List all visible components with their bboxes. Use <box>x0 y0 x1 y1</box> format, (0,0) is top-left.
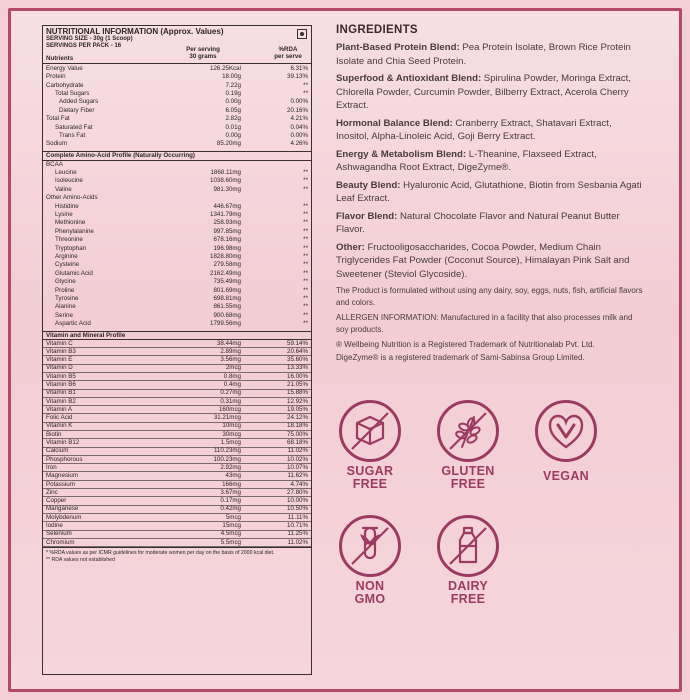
nutrient-rda: 11.11% <box>287 513 308 521</box>
nutrient-name: Vitamin B2 <box>46 397 76 405</box>
nutrient-name: Dietary Fiber <box>59 106 95 114</box>
nutrient-name: Vitamin B3 <box>46 347 76 355</box>
table-row <box>43 414 311 422</box>
nutrition-title: NUTRITIONAL INFORMATION (Approx. Values) <box>46 27 224 36</box>
nutrient-value: 126.25Kcal <box>210 64 241 72</box>
blend-label: Energy & Metabolism Blend: <box>336 148 467 160</box>
nutrient-rda: 20.64% <box>287 347 308 355</box>
serving-size: SERVING SIZE - 30g (1 Scoop) <box>46 36 133 43</box>
nutrient-rda: 16.00% <box>287 372 308 380</box>
nutrient-name: Phosphorous <box>46 455 83 463</box>
nutrient-rda: ** <box>303 303 308 311</box>
nutrient-rda: ** <box>303 185 308 193</box>
nutrient-value: 160mcg <box>218 405 241 413</box>
nutrient-value: 1828.80mg <box>210 253 241 260</box>
table-row <box>43 245 311 253</box>
nutrient-rda: 75.00% <box>287 430 308 438</box>
nutrient-value: 1868.11mg <box>210 169 241 177</box>
nutrient-value: 0.8mg <box>223 372 241 380</box>
nutrient-rda: 4.21% <box>290 115 308 123</box>
table-row <box>43 270 311 278</box>
table-row <box>43 65 311 73</box>
nutrient-value: 10mcg <box>222 422 241 430</box>
nutrient-value: 196.98mg <box>213 244 241 252</box>
vitamin-mineral-list <box>43 340 311 548</box>
nutrient-name: Proline <box>55 286 75 294</box>
nutrient-name: Histidine <box>55 202 79 210</box>
nutrient-value: 0.31mg <box>220 397 241 405</box>
nutrient-name: Glycine <box>55 278 76 286</box>
nutrient-value: 997.85mg <box>213 227 241 235</box>
table-row <box>43 211 311 219</box>
table-row <box>43 448 311 456</box>
table-row <box>43 253 311 261</box>
table-row <box>43 73 311 81</box>
nutrient-name: Calcium <box>46 447 69 455</box>
nutrient-name: Vitamin E <box>46 356 73 364</box>
table-row <box>43 456 311 464</box>
nutrient-value: 2.82g <box>225 115 241 123</box>
nutrient-value: 1341.79mg <box>210 211 241 219</box>
table-row <box>43 107 311 115</box>
gluten-free-badge <box>428 400 508 491</box>
nutrient-value: 1799.56mg <box>210 320 241 328</box>
table-row <box>43 381 311 389</box>
nutrient-rda: ** <box>303 169 308 177</box>
nutrient-rda: ** <box>303 236 308 244</box>
nutrient-name: Aspartic Acid <box>55 320 91 328</box>
nutrient-value: 1038.60mg <box>210 177 241 185</box>
non-gmo-badge <box>330 515 410 606</box>
nutrient-value: 38.44mg <box>216 339 241 347</box>
footnotes <box>43 548 311 565</box>
servings-per-pack: SERVINGS PER PACK - 16 <box>46 42 122 49</box>
nutrient-name: Vitamin B1 <box>46 389 76 397</box>
nutrient-value: 981.30mg <box>213 185 241 193</box>
nutrient-value: 2mcg <box>225 364 241 372</box>
nutrient-name: Vitamin B5 <box>46 372 76 380</box>
nutrient-rda: 24.12% <box>287 414 308 422</box>
table-row <box>43 431 311 439</box>
nutrient-rda: 10.71% <box>287 522 308 530</box>
amino-section-title: Complete Amino-Acid Profile (Naturally Occurring) <box>43 152 311 161</box>
nutrient-value: 735.49mg <box>213 278 241 286</box>
blend-paragraph <box>336 179 646 206</box>
dairy-free-line2: FREE <box>450 592 486 606</box>
nutrient-name: Methionine <box>55 219 86 227</box>
nutrient-value: 0.4mg <box>223 381 241 388</box>
nutrient-name: Folic Acid <box>46 414 73 422</box>
table-row <box>43 278 311 286</box>
trademark-wellbeing: ® Wellbeing Nutrition is a Registered Trademark of Nutritionalab Pvt. Ltd. <box>336 340 595 349</box>
table-row <box>43 186 311 194</box>
milk-bottle-icon <box>437 515 499 577</box>
table-row <box>43 464 311 472</box>
nutrient-name: Selenium <box>46 530 72 538</box>
table-row <box>43 531 311 539</box>
nutrient-rda: 0.00% <box>290 131 308 139</box>
nutrient-value: 0.17mg <box>220 497 241 505</box>
table-row <box>43 236 311 244</box>
nutrient-rda: 59.14% <box>287 339 308 347</box>
nutrient-name: Tyrosine <box>55 294 79 302</box>
nutrient-value: 698.81mg <box>213 294 241 302</box>
table-row <box>43 472 311 480</box>
col-per-serving <box>163 47 243 61</box>
nutrition-header <box>43 26 311 64</box>
ingredients-heading: INGREDIENTS <box>336 24 418 36</box>
nutrient-value: 100.23mg <box>213 455 241 463</box>
nutrient-rda: ** <box>303 294 308 302</box>
nutrient-rda: ** <box>303 286 308 294</box>
other-amino-list <box>43 203 311 331</box>
bcaa-list <box>43 169 311 194</box>
col-rda <box>263 47 313 61</box>
non-gmo-line2: GMO <box>354 592 386 606</box>
table-row <box>43 522 311 530</box>
wheat-icon <box>437 400 499 462</box>
non-gmo-label <box>330 580 410 606</box>
sugar-free-badge <box>330 400 410 491</box>
table-row <box>43 169 311 177</box>
col-rda-per-serve: per serve <box>274 52 302 60</box>
other-amino-label-row <box>43 194 311 202</box>
table-row <box>43 406 311 414</box>
blend-label: Plant-Based Protein Blend: <box>336 42 460 53</box>
blend-text: Natural Chocolate Flavor and Natural Peanut Butter Flavor. <box>336 210 620 235</box>
nutrient-rda: 0.04% <box>290 123 308 131</box>
blend-text: Spirulina Powder, Moringa Extract, Chlorella Powder, Curcumin Powder, Bilberry Extract, Acerola Cherry Extract. <box>336 73 631 111</box>
table-row <box>43 514 311 522</box>
nutrient-value: 7.22g <box>225 81 241 89</box>
table-row <box>43 489 311 497</box>
blend-label: Superfood & Antioxidant Blend: <box>336 73 482 84</box>
nutrient-value: 2.92mg <box>220 463 241 471</box>
nutrient-rda: 11.25% <box>287 530 308 538</box>
nutrient-rda: 10.07% <box>287 463 308 471</box>
nutrient-value: 166mg <box>222 480 241 488</box>
nutrient-name: Iodine <box>46 522 63 530</box>
table-row <box>43 539 311 547</box>
veg-mark-icon <box>297 29 307 39</box>
nutrient-value: 0.19g <box>225 89 241 97</box>
blend-paragraph <box>336 241 646 282</box>
table-row <box>43 220 311 228</box>
nutrient-name: Magnesium <box>46 472 78 480</box>
nutrient-name: Chromium <box>46 538 75 546</box>
nutrient-rda: ** <box>303 253 308 260</box>
nutrient-rda: 35.60% <box>287 356 308 364</box>
sugar-free-label <box>330 465 410 491</box>
nutrient-value: 801.69mg <box>213 286 241 294</box>
nutrient-value: 0.00g <box>225 98 241 106</box>
nutrient-name: Lysine <box>55 211 73 219</box>
nutrient-rda: 4.74% <box>290 480 308 488</box>
other-amino-label: Other Amino-Acids <box>46 194 98 202</box>
nutrient-value: 0.27mg <box>220 389 241 397</box>
nutrient-rda: 21.05% <box>287 381 308 388</box>
nutrient-name: Zinc <box>46 488 58 496</box>
nutrient-name: Total Fat <box>46 115 70 123</box>
nutrient-value: 0.00g <box>225 131 241 139</box>
table-row <box>43 82 311 90</box>
nutrient-name: Biotin <box>46 430 62 438</box>
test-tube-icon <box>339 515 401 577</box>
nutrient-value: 110.23mg <box>213 447 241 455</box>
nutrient-value: 3.67mg <box>220 488 241 496</box>
table-row <box>43 262 311 270</box>
nutrient-name: Tryptophan <box>55 244 87 252</box>
blend-paragraph <box>336 210 646 237</box>
dairy-free-label <box>428 580 508 606</box>
nutrient-name: Threonine <box>55 236 83 244</box>
table-row <box>43 365 311 373</box>
nutrient-value: 1.5mcg <box>220 439 241 447</box>
footnote-not-established: ** RDA values not established <box>46 556 115 563</box>
nutrient-name: Phenylalanine <box>55 227 94 235</box>
nutrient-rda: ** <box>303 269 308 277</box>
table-row <box>43 115 311 123</box>
nutrient-rda: ** <box>303 278 308 286</box>
nutrient-rda: 13.33% <box>287 364 308 372</box>
table-row <box>43 203 311 211</box>
blend-text: Cranberry Extract, Shatavari Extract, Inositol, Alpha-Linoleic Acid, Goji Berry Extract. <box>336 117 612 142</box>
table-row <box>43 398 311 406</box>
nutrient-value: 279.58mg <box>213 261 241 269</box>
nutrient-rda: 0.00% <box>290 98 308 106</box>
table-row <box>43 497 311 505</box>
nutrient-value: 4.5mcg <box>220 530 241 538</box>
nutrient-rda: 20.16% <box>287 106 308 114</box>
nutrient-value: 3.56mg <box>220 356 241 364</box>
table-row <box>43 340 311 348</box>
trademark-digezyme: DigeZyme® is a registered trademark of Sami-Sabinsa Group Limited. <box>336 352 585 362</box>
nutrient-rda: ** <box>303 320 308 328</box>
vm-section-title: Vitamin and Mineral Profile <box>43 331 311 340</box>
col-rda-label: %RDA <box>278 46 298 53</box>
nutrient-value: 5mcg <box>225 513 241 521</box>
nutrient-name: Copper <box>46 497 67 505</box>
table-row <box>43 481 311 489</box>
sugar-cube-icon <box>339 400 401 462</box>
nutrient-rda: 18.18% <box>287 422 308 430</box>
nutrient-value: 43mg <box>225 472 241 480</box>
nutrient-name: Vitamin B12 <box>46 439 80 447</box>
table-row <box>43 348 311 356</box>
nutrient-rda: ** <box>303 89 308 97</box>
nutrient-rda: ** <box>303 311 308 319</box>
nutrient-value: 900.68mg <box>213 311 241 319</box>
nutrient-name: Potassium <box>46 480 75 488</box>
table-row <box>43 178 311 186</box>
nutrient-value: 2162.49mg <box>210 269 241 277</box>
vegan-label: VEGAN <box>543 469 589 483</box>
nutrient-name: Vitamin B6 <box>46 381 76 388</box>
nutrient-name: Vitamin A <box>46 405 73 413</box>
nutrient-name: Energy Value <box>46 64 83 72</box>
nutrient-rda: 27.80% <box>287 488 308 496</box>
nutrient-value: 15mcg <box>222 522 241 530</box>
nutrient-rda: 10.50% <box>287 505 308 513</box>
nutrient-name: Sodium <box>46 140 67 148</box>
nutrient-name: Total Sugars <box>55 89 90 97</box>
nutrient-value: 861.55mg <box>213 303 241 311</box>
blend-label: Hormonal Balance Blend: <box>336 117 453 129</box>
nutrient-name: Added Sugars <box>59 98 99 106</box>
nutrient-value: 85.20mg <box>216 140 241 148</box>
table-row <box>43 141 311 149</box>
nutrition-table <box>42 25 312 675</box>
sugar-free-line1: SUGAR <box>346 464 394 478</box>
sugar-free-line2: FREE <box>352 477 388 491</box>
blend-text: L-Theanine, Flaxseed Extract, Ashwagandha Root Extract, DigeZyme®. <box>336 148 597 173</box>
table-row <box>43 124 311 132</box>
nutrient-rda: 15.88% <box>287 389 308 397</box>
non-gmo-line1: NON <box>355 579 385 593</box>
gluten-free-line2: FREE <box>450 477 486 491</box>
table-row <box>43 423 311 431</box>
bcaa-label-row <box>43 161 311 169</box>
table-row <box>43 373 311 381</box>
table-row <box>43 287 311 295</box>
nutrient-value: 31.21mcg <box>213 414 241 422</box>
nutrient-rda: 10.02% <box>287 455 308 463</box>
nutrient-name: Cysteine <box>55 261 80 269</box>
bcaa-label: BCAA <box>46 160 63 168</box>
formulation-note: The Product is formulated without using any dairy, soy, eggs, nuts, fish, artificial flavors and colors. <box>336 286 643 307</box>
nutrient-value: 258.93mg <box>213 219 241 227</box>
nutrient-rda: ** <box>303 177 308 185</box>
blend-label: Other: <box>336 241 365 253</box>
nutrient-rda: ** <box>303 227 308 235</box>
col-per-serving-grams: 30 grams <box>189 52 217 60</box>
nutrient-name: Manganese <box>46 505 79 513</box>
blend-paragraph <box>336 72 646 113</box>
nutrient-rda: 39.13% <box>287 73 308 81</box>
nutrient-rda: 19.05% <box>287 405 308 413</box>
heart-v-icon <box>535 400 597 462</box>
blend-list <box>336 41 646 281</box>
table-row <box>43 295 311 303</box>
table-row <box>43 356 311 364</box>
nutrient-name: Leucine <box>55 169 77 177</box>
table-row <box>43 132 311 140</box>
blend-paragraph <box>336 148 646 175</box>
nutrient-name: Alanine <box>55 303 76 311</box>
nutrient-rda: 10.00% <box>287 497 308 505</box>
nutrient-rda: 11.62% <box>287 472 308 480</box>
nutrient-value: 18.00g <box>222 73 241 81</box>
blend-label: Flavor Blend: <box>336 210 398 222</box>
table-row <box>43 99 311 107</box>
nutrient-name: Vitamin D <box>46 364 73 372</box>
table-row <box>43 90 311 98</box>
table-row <box>43 390 311 398</box>
nutrient-rda: ** <box>303 219 308 227</box>
nutrient-name: Glutamic Acid <box>55 269 93 277</box>
nutrient-rda: 11.02% <box>287 538 308 546</box>
nutrient-rda: ** <box>303 261 308 269</box>
table-row <box>43 228 311 236</box>
gluten-free-label <box>428 465 508 491</box>
nutrient-name: Protein <box>46 73 66 81</box>
nutrient-value: 0.42mg <box>220 505 241 513</box>
nutrient-rda: 4.26% <box>290 140 308 148</box>
blend-paragraph <box>336 41 646 68</box>
nutrient-value: 678.16mg <box>213 236 241 244</box>
dairy-free-line1: DAIRY <box>448 579 488 593</box>
nutrient-value: 5.5mcg <box>220 538 241 546</box>
nutrient-name: Serine <box>55 311 73 319</box>
table-row <box>43 506 311 514</box>
col-per-serving-label: Per serving <box>186 46 220 53</box>
blend-label: Beauty Blend: <box>336 179 401 191</box>
nutrient-value: 30mcg <box>222 430 241 438</box>
nutrient-name: Trans Fat <box>59 131 86 139</box>
nutrient-value: 2.89mg <box>220 347 241 355</box>
nutrient-rda: ** <box>303 81 308 89</box>
nutrient-value: 446.67mg <box>213 202 241 210</box>
blend-text: Hyaluronic Acid, Glutathione, Biotin from Sesbania Agati Leaf Extract. <box>336 179 642 204</box>
nutrient-name: Vitamin K <box>46 422 73 430</box>
blend-paragraph <box>336 117 646 144</box>
table-row <box>43 312 311 320</box>
table-row <box>43 304 311 312</box>
nutrient-name: Vitamin C <box>46 339 73 347</box>
nutrient-name: Iron <box>46 463 57 471</box>
allergen-info: ALLERGEN INFORMATION: Manufactured in a facility that also processes milk and soy products. <box>336 313 633 334</box>
gluten-free-line1: GLUTEN <box>441 464 495 478</box>
main-nutrients <box>43 64 311 152</box>
table-row <box>43 439 311 447</box>
ingredients-panel <box>336 24 646 367</box>
nutrient-name: Carbohydrate <box>46 81 84 89</box>
nutrients-label: Nutrients <box>46 55 74 62</box>
nutrient-value: 0.01g <box>225 123 241 131</box>
footnote-rda: * %RDA values as per ICMR guidelines for moderate women per day on the basis of 2000 kcal diet. <box>46 550 275 557</box>
nutrient-rda: 12.92% <box>287 397 308 405</box>
nutrient-rda: 68.18% <box>287 439 308 447</box>
nutrient-rda: ** <box>303 244 308 252</box>
vegan-badge <box>526 400 606 483</box>
nutrient-rda: ** <box>303 202 308 210</box>
nutrient-name: Saturated Fat <box>55 123 93 131</box>
nutrient-name: Molybdenum <box>46 513 82 521</box>
blend-text: Fructooligosaccharides, Cocoa Powder, Medium Chain Triglycerides Fat Powder (Coconut Source), Himalayan Pink Salt and Sweetener (Steviol Glycoside). <box>336 241 630 280</box>
dairy-free-badge <box>428 515 508 606</box>
nutrient-name: Isoleucine <box>55 177 83 185</box>
blend-text: Pea Protein Isolate, Brown Rice Protein Isolate and Chia Seed Protein. <box>336 42 631 67</box>
nutrient-name: Valine <box>55 185 72 193</box>
nutrient-rda: 11.02% <box>287 447 308 455</box>
nutrient-value: 6.05g <box>225 106 241 114</box>
nutrient-rda: ** <box>303 211 308 219</box>
table-row <box>43 320 311 328</box>
nutrient-name: Arginine <box>55 253 78 260</box>
nutrient-rda: 6.31% <box>290 64 308 72</box>
